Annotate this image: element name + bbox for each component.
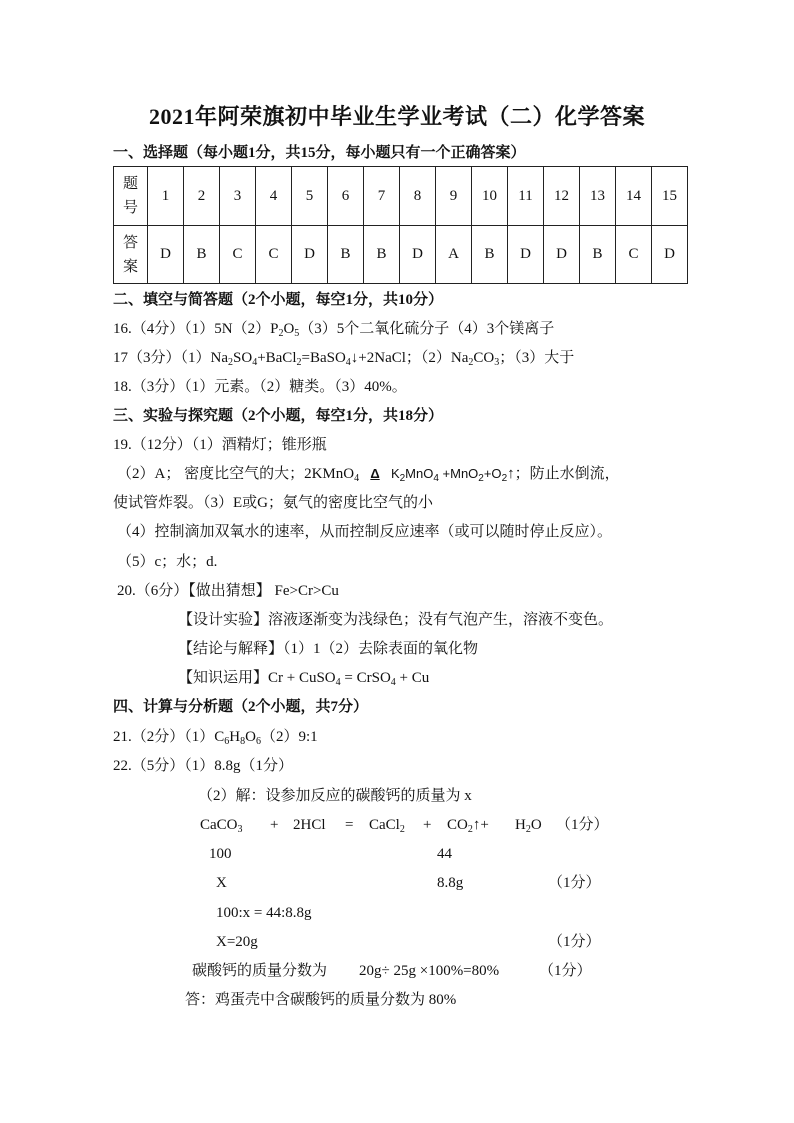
q19-line2 [117,464,620,484]
answer-cell: C [256,226,292,284]
subscript: 4 [354,473,360,484]
fraction-calc: 20g÷ 25g ×100%=80% [359,963,500,979]
q18-answer: 18.（3分）（1）元素。（2）糖类。（3）40%。 [113,379,407,395]
number-cell: 12 [544,167,580,226]
q21-part: 21.（2分）（1）C [113,729,225,745]
answer-cell: B [580,226,616,284]
q19-part: MnO [405,466,434,481]
subscript: 2 [399,473,406,484]
proportion: 100:x = 44:8.8g [216,905,312,921]
row2-label-char2: 案 [122,258,138,275]
section3-heading: 三、实验与探究题（2个小题，每空1分，共18分） [113,408,444,424]
subscript: 3 [237,824,243,835]
equation-product2 [447,815,489,835]
mass-left: X [216,875,227,891]
answer-cell: D [292,226,328,284]
subscript: 3 [494,357,500,368]
subscript: 2 [468,357,474,368]
mass-score: （1分） [548,875,601,891]
answer-cell: D [148,226,184,284]
q20-part: + Cu [395,670,430,686]
answer-cell: D [508,226,544,284]
eq-part: CO [447,817,468,833]
number-cell: 9 [436,167,472,226]
q21-part: （2）9:1 [260,729,318,745]
subscript: 2 [467,824,473,835]
q19-line1: 19.（12分）（1）酒精灯；锥形瓶 [113,437,327,453]
q19-product [390,466,508,484]
subscript: 2 [228,357,233,368]
x-value: X=20g [216,934,258,950]
number-cell: 15 [652,167,688,226]
subscript: 2 [501,473,508,484]
q19-line4: （4）控制滴加双氧水的速率，从而控制反应速率（或可以随时停止反应）。 [117,524,613,540]
number-cell: 1 [148,167,184,226]
answer-cell: C [616,226,652,284]
eq-part: CaCl [369,817,400,833]
number-cell: 4 [256,167,292,226]
number-cell: 13 [580,167,616,226]
q17-part: =BaSO [301,350,346,366]
q17-answer [113,348,574,368]
q20-line4 [178,668,429,688]
page-title: 2021年阿荣旗初中毕业生学业考试（二）化学答案 [148,104,645,129]
q19-part: （2）A； 密度比空气的大；2KMnO [117,466,355,482]
subscript: 5 [294,328,300,339]
q20-line1: 20.（6分）【做出猜想】 Fe>Cr>Cu [117,583,339,599]
q19-line3: 使试管炸裂。（3）E或G；氨气的密度比空气的小 [113,495,433,511]
q19-line5: （5）c；水；d. [117,554,218,570]
subscript: 4 [252,357,258,368]
subscript: 4 [433,473,439,484]
q22-line1: 22.（5分）（1）8.8g（1分） [113,758,294,774]
q20-line3: 【结论与解释】（1）1（2）去除表面的氧化物 [178,641,479,657]
subscript: 2 [525,824,531,835]
number-cell: 14 [616,167,652,226]
answer-cell: A [436,226,472,284]
number-cell: 6 [328,167,364,226]
answer-cell: D [652,226,688,284]
answer-table [113,166,688,284]
number-cell: 2 [184,167,220,226]
equation-product3 [515,815,542,835]
subscript: 6 [224,736,230,747]
heat-symbol: Δ [370,466,380,481]
number-cell: 3 [220,167,256,226]
q16-part: （3）5个二氧化硫分子（4）3个镁离子 [299,321,555,337]
row2-label [114,226,148,284]
equation-reactant1 [200,815,243,835]
number-cell: 5 [292,167,328,226]
number-cell: 7 [364,167,400,226]
q17-part: ；（3）大于 [499,350,575,366]
answer-cell: D [400,226,436,284]
subscript: 2 [399,824,405,835]
answer-row [114,226,688,284]
eq-part: O [530,817,542,833]
number-cell: 11 [508,167,544,226]
mass-right: 8.8g [437,875,464,891]
molar-mass-right: 44 [437,846,452,862]
fraction-label: 碳酸钙的质量分数为 [192,963,328,979]
q16-part: 16.（4分）（1）5N（2）P [113,321,279,337]
equation-equals: = [345,817,354,833]
x-score: （1分） [548,934,601,950]
answer-cell: C [220,226,256,284]
subscript: 2 [278,328,284,339]
q17-part: 17（3分）（1）Na [113,350,228,366]
q21-part: O [245,729,256,745]
subscript: 6 [255,736,261,747]
section1-heading: 一、选择题（每小题1分，共15分，每小题只有一个正确答案） [113,145,526,161]
q19-part: ↑；防止水倒流， [507,466,620,482]
eq-part: CaCO [200,817,238,833]
q16-answer [113,319,554,339]
final-answer: 答：鸡蛋壳中含碳酸钙的质量分数为 80% [185,992,457,1008]
equation-product1 [369,815,405,835]
q19-part: K [390,466,400,481]
answer-cell: D [544,226,580,284]
q20-part: = CrSO [340,670,391,686]
q21-part: H [229,729,241,745]
q20-part: 【知识运用】Cr + CuSO [178,670,336,686]
answer-cell: B [328,226,364,284]
section2-heading: 二、填空与简答题（2个小题，每空1分，共10分） [113,292,444,308]
subscript: 2 [478,473,484,484]
answer-cell: B [364,226,400,284]
answer-cell: B [472,226,508,284]
subscript: 4 [390,677,396,688]
row1-label-char2: 号 [122,200,138,216]
q17-part: CO [473,350,495,366]
section4-heading: 四、计算与分析题（2个小题，共7分） [113,699,369,715]
q19-part: +MnO [438,466,479,481]
subscript: 8 [240,736,246,747]
answer-cell: B [184,226,220,284]
q22-line2: （2）解：设参加反应的碳酸钙的质量为 x [198,788,472,804]
subscript: 2 [296,357,302,368]
eq-part: H [515,817,526,833]
number-cell: 10 [472,167,508,226]
molar-mass-left: 100 [209,846,232,862]
q20-line2: 【设计实验】溶液逐渐变为浅绿色；没有气泡产生，溶液不变色。 [178,612,614,628]
q17-part: SO [233,350,253,366]
q19-part: +O [483,466,502,481]
number-cell: 8 [400,167,436,226]
row1-label-char1: 题 [122,176,138,192]
equation-reactant2: 2HCl [293,817,326,833]
row2-label-char1: 答 [122,234,138,251]
subscript: 4 [335,677,341,688]
eq-part: ↑+ [472,817,489,833]
q17-part: +BaCl [257,350,297,366]
subscript: 4 [345,357,351,368]
equation-plus2: + [423,817,432,833]
equation-score: （1分） [556,817,609,833]
fraction-score: （1分） [539,963,592,979]
q17-part: ↓+2NaCl；（2）Na [350,350,469,366]
row1-label [114,167,148,226]
question-number-row [114,167,688,226]
q16-part: O [283,321,295,337]
equation-plus1: + [270,817,279,833]
q21-answer [113,727,318,747]
